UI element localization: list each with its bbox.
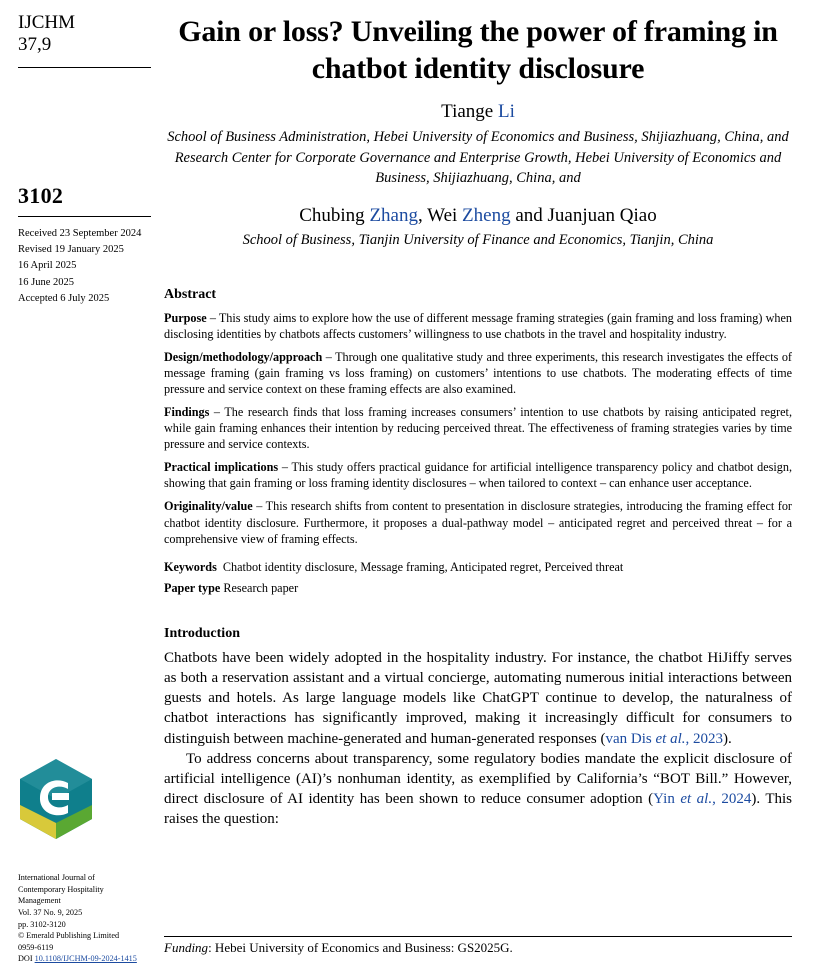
history-item: 16 April 2025: [18, 260, 77, 272]
publication-history: [18, 226, 151, 307]
history-item: Accepted 6 July 2025: [18, 292, 110, 304]
footnote-divider: [164, 936, 792, 937]
paper-type-label: Paper type: [164, 581, 221, 596]
introduction-paragraph-1: [164, 648, 792, 748]
colophon-line: 0959-6119: [18, 942, 54, 952]
author-separator: and: [510, 204, 548, 226]
keywords-line: [164, 559, 792, 575]
citation-text: Yin et al., 2024: [653, 790, 752, 807]
citation-text: van Dis et al., 2023: [605, 730, 724, 747]
author-given-name: Tiange: [441, 101, 494, 123]
journal-code: IJCHM: [18, 12, 76, 33]
abstract-paragraph-label: Findings: [164, 404, 210, 419]
abstract-paragraph-label: Practical implications: [164, 460, 279, 475]
funding-note: [164, 940, 792, 957]
abstract-paragraph-text: – Through one qualitative study and three experiments, this research investigates the effects of message framing (gain framing vs loss framing) on customers’ intentions to use chatbots. The moderating effects of time pressure and service context on these framing effects are also examined.: [164, 349, 792, 396]
abstract-section: [164, 287, 792, 597]
paragraph-text: Chatbots have been widely adopted in the hospitality industry. For instance, the chatbot HiJiffy serves as both a reservation assistant and a virtual concierge, automating numerous initial interactions between guests and hotels. As large language models like ChatGPT continue to develop, the naturalness of chatbot interactions has significantly improved, making it increasingly difficult for consumers to distinguish between machine-generated and human-generated responses (: [164, 650, 792, 747]
colophon: [18, 872, 158, 965]
author-given-name: Juanjuan Qiao: [547, 204, 657, 226]
abstract-paragraph-text: – The research finds that loss framing increases consumers’ intention to use chatbots by raising anticipated regret, while gain framing enhances their intention by reducing perceived threat. The effectiveness of framing strategies varies by time pressure and service contexts.: [164, 404, 792, 452]
abstract-paragraph: [164, 498, 792, 546]
page-number: 3102: [18, 182, 64, 208]
colophon-line: International Journal of: [18, 873, 95, 882]
author-surname: Zhang: [369, 204, 418, 226]
abstract-paragraph-label: Purpose: [164, 310, 207, 325]
colophon-line: Vol. 37 No. 9, 2025: [18, 907, 83, 917]
author-line-primary: [164, 101, 792, 123]
abstract-paragraph: [164, 404, 792, 452]
history-item: Revised 19 January 2025: [18, 244, 124, 256]
doi-line: [18, 953, 158, 965]
paragraph-text: To address concerns about transparency, some regulatory bodies mandate the explicit disclosure of artificial intelligence (AI)’s nonhuman identity, as exemplified by California’s “BOT Bill.” However, direct disclosure of AI identity has been shown to reduce consumer adoption (: [164, 750, 792, 807]
affiliation-secondary: School of Business, Tianjin University of Finance and Economics, Tianjin, China: [242, 231, 714, 248]
abstract-paragraph: [164, 349, 792, 397]
colophon-line: pp. 3102-3120: [18, 919, 66, 929]
volume-issue: 37,9: [18, 34, 52, 56]
funding-label: Funding: [164, 940, 209, 955]
journal-code-block: [18, 12, 151, 57]
author-surname: Zheng: [462, 204, 511, 226]
paper-type-value: Research paper: [223, 581, 299, 596]
keywords-value: Chatbot identity disclosure, Message framing, Anticipated regret, Perceived threat: [222, 559, 624, 574]
colophon-line: © Emerald Publishing Limited: [18, 931, 120, 941]
paragraph-text-tail: ).: [723, 730, 732, 747]
colophon-line: Contemporary Hospitality: [18, 884, 104, 894]
citation-link[interactable]: [606, 731, 724, 747]
author-line-secondary: [164, 205, 792, 227]
article-body: [164, 14, 792, 829]
abstract-paragraph-text: – This study aims to explore how the use of different message framing strategies (gain framing and loss framing) when disclosing identities by chatbots affects customers’ willingness to use chatbots in the travel and hospitality industry.: [164, 310, 792, 341]
colophon-line: Management: [18, 896, 61, 906]
affiliation-primary: School of Business Administration, Hebei University of Economics and Business, Shijiazhuang, China, and Research Center for Corporate Governance and Enterprise Growth, Hebei University of Economics and Business, Shijiazhuang, China, and: [167, 129, 789, 187]
author-separator: ,: [417, 204, 428, 226]
abstract-paragraph-label: Originality/value: [164, 499, 253, 514]
history-item: Received 23 September 2024: [18, 227, 142, 239]
abstract-paragraph: [164, 310, 792, 342]
funding-text: : Hebei University of Economics and Business: GS2025G.: [208, 940, 513, 955]
abstract-paragraph-text: – This research shifts from content to presentation in disclosure strategies, introducing the framing effect for chatbot identity disclosure. Furthermore, it proposes a dual-pathway model – anticipated regret and perceived threat – for a comprehensive view of framing effects.: [164, 499, 792, 546]
abstract-paragraph-label: Design/methodology/approach: [164, 349, 323, 364]
divider-under-page-number: [18, 216, 151, 217]
doi-link[interactable]: 10.1108/IJCHM-09-2024-1415: [34, 954, 137, 964]
emerald-publishing-logo-icon: [16, 757, 96, 841]
divider-top: [18, 67, 151, 68]
page-title: Gain or loss? Unveiling the power of framing in chatbot identity disclosure: [178, 15, 778, 85]
abstract-paragraph: [164, 459, 792, 491]
paragraph-text-tail: ). This raises the question:: [164, 790, 792, 827]
citation-link[interactable]: [653, 791, 751, 807]
author-given-name: Chubing: [299, 204, 370, 226]
introduction-paragraph-2: [164, 749, 792, 829]
author-given-name: Wei: [427, 204, 463, 226]
author-surname: Li: [497, 101, 515, 123]
abstract-heading: Abstract: [164, 286, 217, 302]
doi-label: DOI: [18, 954, 33, 964]
abstract-paragraph-text: – This study offers practical guidance for artificial intelligence transparency policy and chatbot design, showing that gain framing or loss framing identity disclosures – when tailored to context – can enhance user acceptance.: [164, 460, 793, 491]
introduction-heading: Introduction: [164, 626, 240, 642]
paper-type-line: [164, 581, 792, 596]
history-item: 16 June 2025: [18, 276, 74, 288]
keywords-label: Keywords: [164, 559, 217, 574]
margin-column: [18, 12, 151, 307]
